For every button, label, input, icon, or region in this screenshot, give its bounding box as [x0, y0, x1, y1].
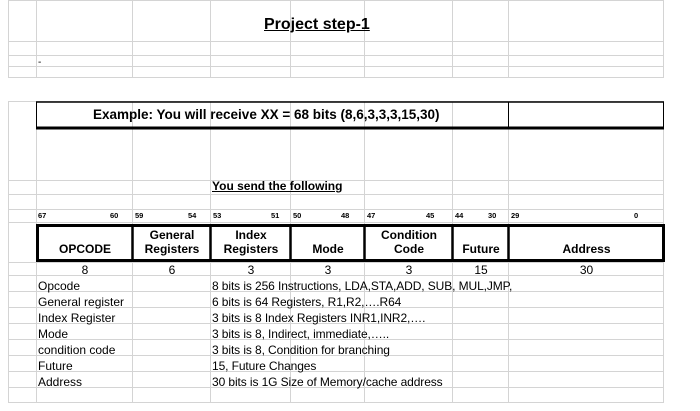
bit-label: 50	[293, 211, 302, 220]
field-header-index-registers: Index Registers	[223, 228, 279, 256]
bit-label: 29	[511, 211, 520, 220]
description-text: 15, Future Changes	[212, 359, 317, 373]
bit-label: 30	[488, 211, 497, 220]
bit-label: 67	[38, 211, 47, 220]
bit-label: 45	[426, 211, 435, 220]
field-header-future: Future	[462, 242, 500, 256]
bit-count: 30	[579, 263, 594, 277]
description-text: 8 bits is 256 Instructions, LDA,STA,ADD, SUB, MUL,JMP,	[212, 279, 513, 293]
field-header-mode: Mode	[312, 242, 344, 256]
bit-label: 44	[455, 211, 464, 220]
example-text: Example: You will receive XX = 68 bits (8,6,3,3,3,15,30)	[93, 107, 440, 122]
description-text: 3 bits is 8 Index Registers INR1,INR2,….	[212, 311, 426, 325]
field-header-general-registers: General Registers	[144, 228, 200, 256]
bit-label: 51	[271, 211, 280, 220]
bit-label: 48	[341, 211, 350, 220]
field-header-condition-code: Condition Code	[381, 228, 437, 256]
description-label: condition code	[38, 343, 116, 357]
bit-count: 6	[168, 263, 176, 277]
send-heading: You send the following	[212, 179, 343, 193]
bit-label: 59	[135, 211, 144, 220]
description-label: Mode	[38, 327, 69, 341]
description-label: Address	[38, 375, 83, 389]
description-text: 30 bits is 1G Size of Memory/cache address	[212, 375, 443, 389]
field-header-opcode: OPCODE	[58, 242, 111, 256]
bit-count: 8	[81, 263, 89, 277]
bit-label: 60	[110, 211, 119, 220]
description-text: 3 bits is 8, Condition for branching	[212, 343, 390, 357]
page-title: Project step-1	[264, 16, 370, 33]
bit-label: 53	[213, 211, 222, 220]
dash-cell: -	[38, 57, 42, 68]
description-text: 6 bits is 64 Registers, R1,R2,….R64	[212, 295, 402, 309]
bit-count: 3	[247, 263, 255, 277]
description-label: Future	[38, 359, 73, 373]
bit-label: 0	[634, 211, 639, 220]
bit-count: 15	[474, 263, 488, 277]
description-label: Opcode	[38, 279, 81, 293]
bit-count: 3	[324, 263, 332, 277]
bit-count: 3	[405, 263, 413, 277]
description-label: General register	[38, 295, 125, 309]
field-header-address: Address	[562, 242, 611, 256]
description-text: 3 bits is 8, Indirect, immediate,…..	[212, 327, 390, 341]
bit-label: 47	[367, 211, 376, 220]
description-label: Index Register	[38, 311, 116, 325]
bit-label: 54	[188, 211, 197, 220]
